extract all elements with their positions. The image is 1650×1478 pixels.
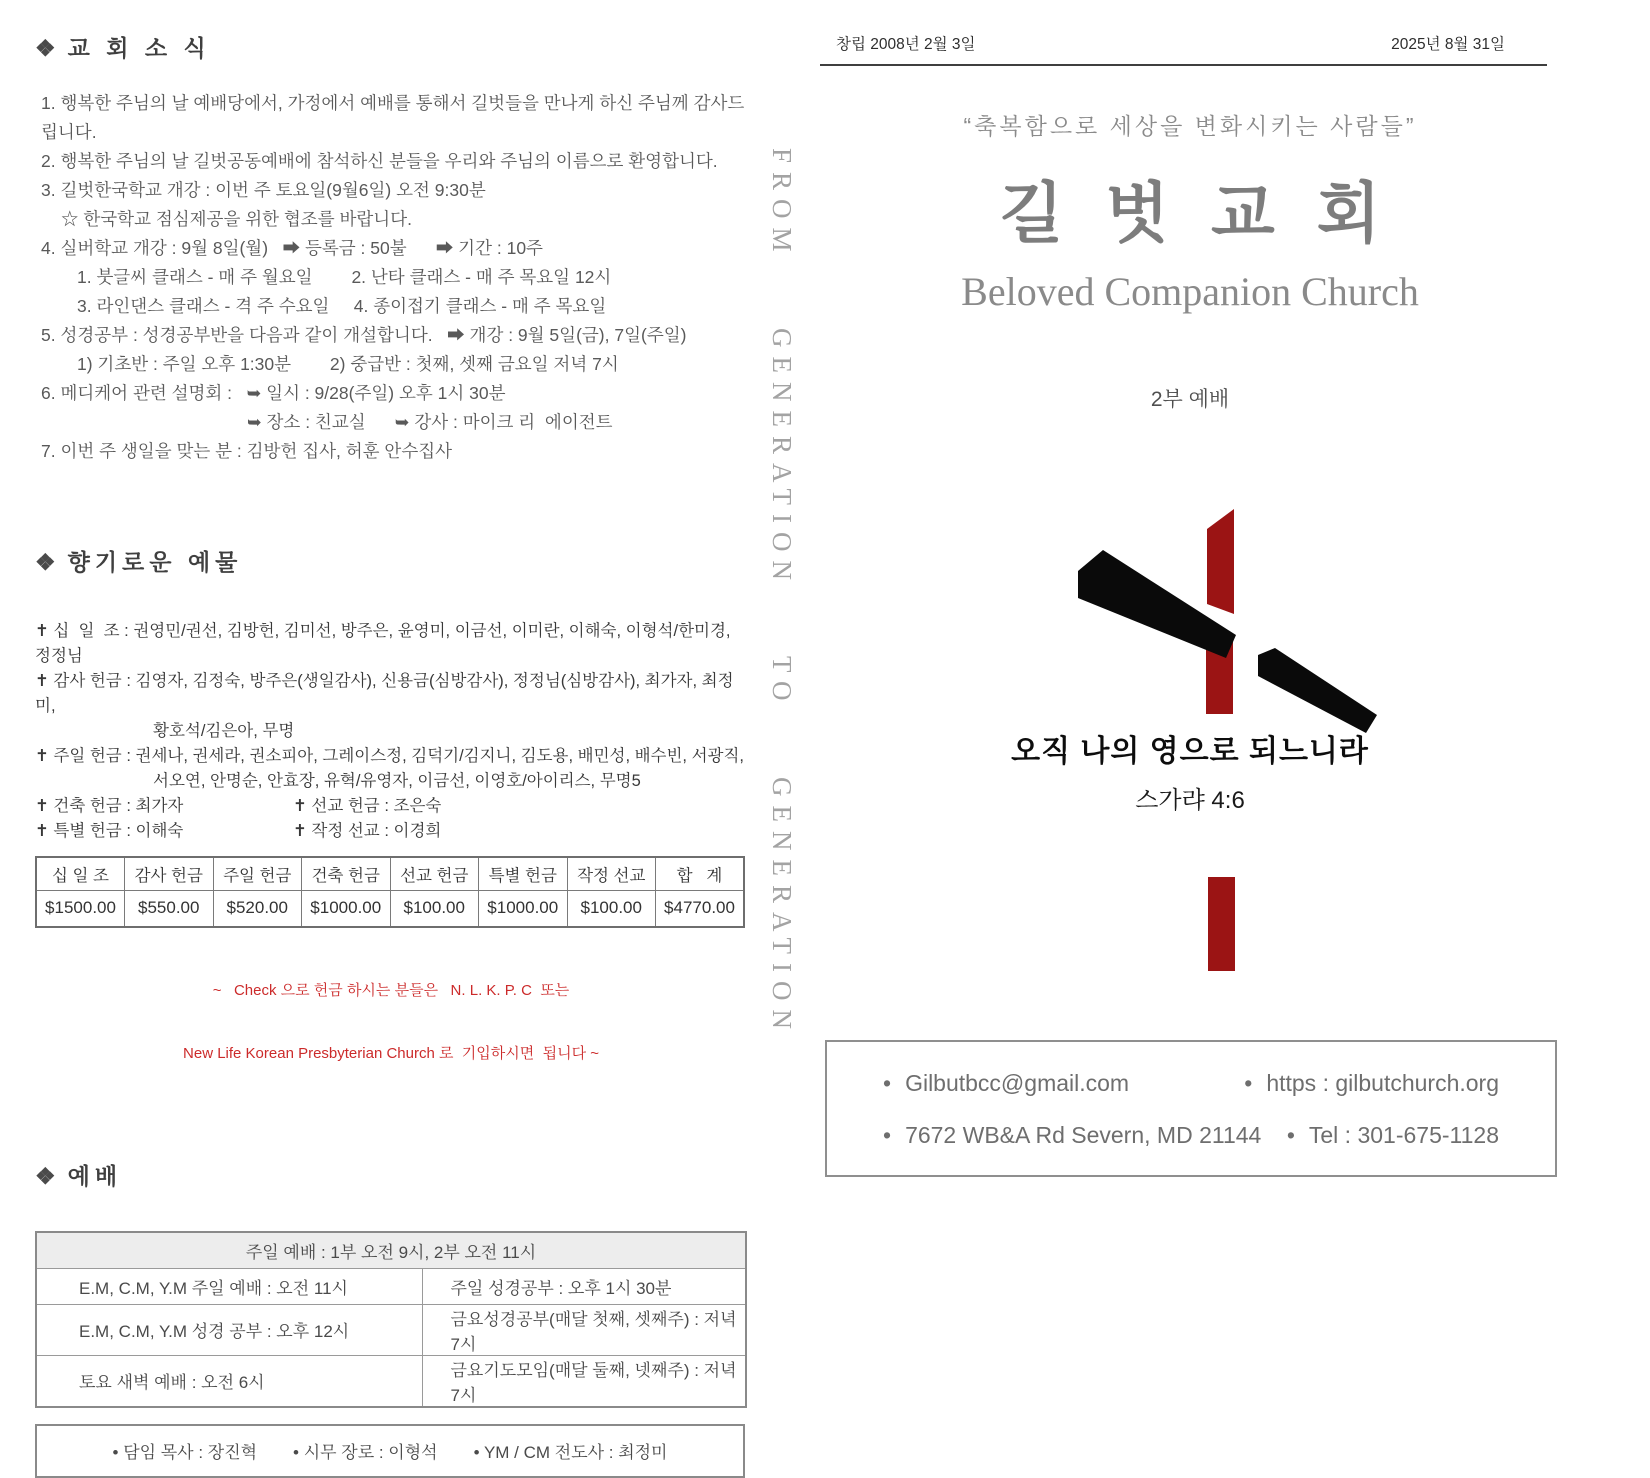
church-motto: “축복함으로 세상을 변화시키는 사람들”	[963, 113, 1417, 139]
verse-reference: 스가랴 4:6	[1135, 787, 1245, 814]
offerings-title-text: 향기로운 예물	[67, 549, 243, 575]
staff-evangelist: • YM / CM 전도사 : 최정미	[473, 1443, 668, 1462]
offering-line-sunday-cont: 서오연, 안명순, 안효장, 유혁/유영자, 이금선, 이영호/아이리스, 무명5	[153, 772, 641, 790]
offering-line-tithe: ✝ 십 일 조 : 권영민/권선, 김방헌, 김미선, 방주은, 윤영미, 이금선, 이미란, 이해숙, 이형석/한미경, 정정님	[35, 622, 736, 665]
offering-table-header-row	[36, 857, 744, 890]
offering-amount: $100.00	[567, 890, 656, 927]
cover-header	[820, 32, 1547, 66]
church-name-korean: 길벗교회	[999, 176, 1423, 250]
offering-col-header: 작정 선교	[567, 857, 656, 890]
diamond-icon: ❖	[35, 549, 56, 575]
contact-address-text: 7672 WB&A Rd Severn, MD 21144	[905, 1122, 1262, 1148]
offering-amount: $1000.00	[302, 890, 391, 927]
offering-line-sunday: ✝ 주일 헌금 : 권세나, 권세라, 권소피아, 그레이스정, 김덕기/김지니, 김도용, 배민성, 배수빈, 서광직,	[35, 747, 745, 765]
news-item: 4. 실버학교 개강 : 9월 8일(월) ➡ 등록금 : 50불 ➡ 기간 : 10주	[41, 238, 543, 258]
offering-col-header: 감사 헌금	[125, 857, 214, 890]
offering-amount: $100.00	[390, 890, 479, 927]
offering-amount: $1000.00	[479, 890, 568, 927]
contact-telephone-text: Tel : 301-675-1128	[1308, 1122, 1499, 1148]
offering-amount-table	[35, 856, 745, 928]
right-page	[820, 0, 1560, 1275]
offering-pair-row	[35, 819, 747, 844]
offering-amount: $4770.00	[656, 890, 745, 927]
red-bar-decoration	[1208, 877, 1235, 971]
offering-amount: $550.00	[125, 890, 214, 927]
contact-email	[883, 1068, 1129, 1098]
news-subitem: 1. 붓글씨 클래스 - 매 주 월요일 2. 난타 클래스 - 매 주 목요일 12시	[77, 267, 612, 287]
contact-row	[883, 1068, 1499, 1098]
verse-text: 오직 나의 영으로 되느니라	[1011, 735, 1369, 768]
contact-telephone	[1287, 1120, 1499, 1150]
worship-cell: E.M, C.M, Y.M 성경 공부 : 오후 12시	[36, 1304, 422, 1355]
worship-section-title	[35, 1158, 747, 1191]
offering-col-header: 특별 헌금	[479, 857, 568, 890]
contact-email-text: Gilbutbcc@gmail.com	[905, 1070, 1130, 1096]
diamond-icon: ❖	[35, 35, 56, 61]
check-note-line1: ~ Check 으로 헌금 하시는 분들은 N. L. K. P. C 또는	[212, 982, 570, 999]
bullet-icon: •	[1286, 1122, 1295, 1148]
news-item: 7. 이번 주 생일을 맞는 분 : 김방헌 집사, 허훈 안수집사	[41, 441, 453, 461]
news-item: 3. 길벗한국학교 개강 : 이번 주 토요일(9월6일) 오전 9:30분	[41, 180, 486, 200]
worship-cell: E.M, C.M, Y.M 주일 예배 : 오전 11시	[36, 1268, 422, 1304]
news-item: 6. 메디케어 관련 설명회 : ➥ 일시 : 9/28(주일) 오후 1시 30분	[41, 383, 506, 403]
worship-table-row	[36, 1355, 746, 1407]
contact-website	[1244, 1068, 1499, 1098]
bullet-icon: •	[883, 1070, 892, 1096]
contact-box	[825, 1040, 1557, 1177]
offering-col-header: 주일 헌금	[213, 857, 302, 890]
offering-table-value-row	[36, 890, 744, 927]
news-list	[35, 89, 747, 466]
offering-line-special: ✝ 특별 헌금 : 이해숙	[35, 822, 184, 840]
offering-col-header: 선교 헌금	[390, 857, 479, 890]
worship-table-header-row	[36, 1232, 746, 1268]
diamond-icon: ❖	[35, 1163, 56, 1189]
spine-vertical-text: FROM GENERATION TO GENERATION	[767, 148, 797, 1039]
bullet-icon: •	[883, 1122, 892, 1148]
check-note-line2: New Life Korean Presbyterian Church 로 기입하시면 됩니다 ~	[183, 1045, 599, 1062]
worship-schedule-table	[35, 1231, 747, 1408]
worship-title-text: 예배	[67, 1163, 123, 1189]
news-subitem: ☆ 한국학교 점심제공을 위한 협조를 바랍니다.	[61, 209, 412, 229]
offering-col-header: 합 계	[656, 857, 745, 890]
worship-table-row	[36, 1304, 746, 1355]
left-page	[35, 30, 747, 1478]
news-subitem: ➥ 장소 : 친교실 ➥ 강사 : 마이크 리 에이전트	[247, 412, 613, 432]
offering-pair-row	[35, 794, 747, 819]
offering-line-building: ✝ 건축 헌금 : 최가자	[35, 797, 184, 815]
worship-table-row	[36, 1268, 746, 1304]
offering-line-thanks: ✝ 감사 헌금 : 김영자, 김정숙, 방주은(생일감사), 신용금(심방감사), 정정님(심방감사), 최가자, 최정미,	[35, 672, 734, 715]
offering-line-pledge: ✝ 작정 선교 : 이경희	[293, 822, 442, 840]
news-section-title	[35, 30, 747, 63]
staff-box	[35, 1424, 745, 1478]
worship-header-cell: 주일 예배 : 1부 오전 9시, 2부 오전 11시	[36, 1232, 746, 1268]
offering-line-mission: ✝ 선교 헌금 : 조은숙	[293, 797, 442, 815]
staff-elder: • 시무 장로 : 이형석	[293, 1443, 438, 1462]
news-item: 2. 행복한 주님의 날 길벗공동예배에 참석하신 분들을 우리와 주님의 이름으로 환영합니다.	[41, 151, 718, 171]
news-subitem: 1) 기초반 : 주일 오후 1:30분 2) 중급반 : 첫째, 셋째 금요일 저녁 7시	[77, 354, 619, 374]
contact-website-text: https : gilbutchurch.org	[1266, 1070, 1499, 1096]
news-item: 1. 행복한 주님의 날 예배당에서, 가정에서 예배를 통해서 길벗들을 만나게 하신 주님께 감사드립니다.	[41, 93, 745, 142]
offering-amount: $1500.00	[36, 890, 125, 927]
contact-address	[883, 1120, 1261, 1150]
check-note	[35, 938, 747, 1106]
bullet-icon: •	[1244, 1070, 1253, 1096]
worship-cell: 주일 성경공부 : 오후 1시 30분	[422, 1268, 746, 1304]
news-subitem: 3. 라인댄스 클래스 - 격 주 수요일 4. 종이접기 클래스 - 매 주 목요일	[77, 296, 607, 316]
worship-cell: 금요기도모임(매달 둘째, 넷째주) : 저녁 7시	[422, 1355, 746, 1407]
service-label: 2부 예배	[1150, 388, 1230, 411]
founded-date: 창립 2008년 2월 3일	[836, 36, 976, 53]
offering-col-header: 건축 헌금	[302, 857, 391, 890]
offering-line-thanks-cont: 황호석/김은아, 무명	[153, 722, 295, 740]
news-title-text: 교 회 소 식	[67, 35, 211, 61]
church-name-english: Beloved Companion Church	[961, 269, 1419, 314]
contact-row	[883, 1120, 1499, 1150]
offering-col-header: 십 일 조	[36, 857, 125, 890]
issue-date: 2025년 8월 31일	[1391, 36, 1505, 53]
staff-pastor: • 담임 목사 : 장진혁	[112, 1443, 258, 1462]
worship-cell: 토요 새벽 예배 : 오전 6시	[36, 1355, 422, 1407]
offerings-list	[35, 619, 747, 844]
worship-cell: 금요성경공부(매달 첫째, 셋째주) : 저녁 7시	[422, 1304, 746, 1355]
news-item: 5. 성경공부 : 성경공부반을 다음과 같이 개설합니다. ➡ 개강 : 9월 5일(금), 7일(주일)	[41, 325, 687, 345]
offering-amount: $520.00	[213, 890, 302, 927]
offerings-section-title	[35, 544, 747, 577]
